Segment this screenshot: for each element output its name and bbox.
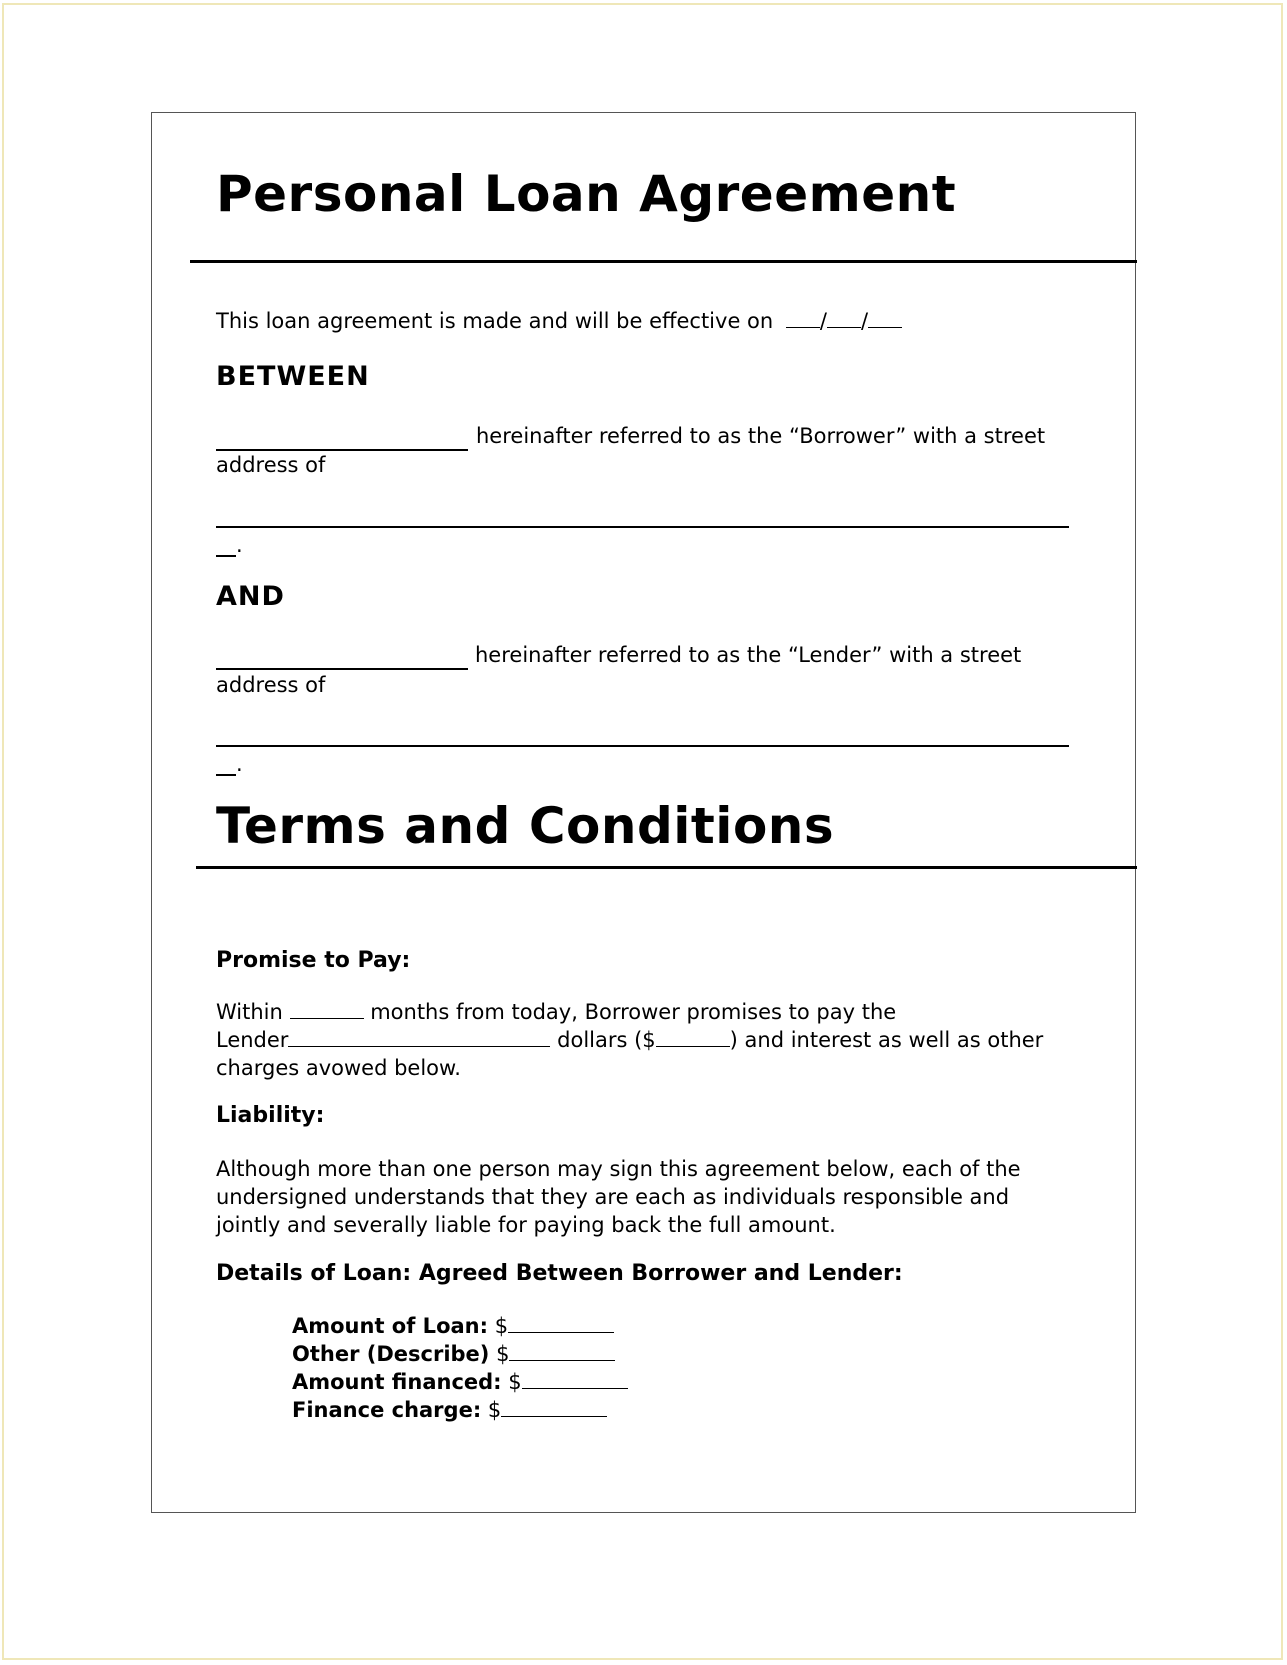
document-title: Personal Loan Agreement (216, 165, 957, 223)
between-label: BETWEEN (216, 361, 370, 392)
date-day-blank[interactable] (827, 307, 861, 328)
lender-name-blank[interactable] (216, 668, 468, 670)
dollar-sign: $ (496, 1342, 510, 1366)
promise-line-2 (216, 1026, 1043, 1054)
date-month-blank[interactable] (786, 307, 820, 328)
amount-financed-blank[interactable] (522, 1368, 628, 1389)
dollar-sign: $ (508, 1370, 522, 1394)
promise-dollars: dollars ($ (557, 1028, 656, 1052)
promise-lender: Lender (216, 1028, 289, 1052)
detail-label: Amount of Loan: (292, 1314, 489, 1338)
promise-heading: Promise to Pay: (216, 948, 411, 973)
liability-line-1: Although more than one person may sign this agreement below, each of the (216, 1157, 1021, 1181)
lender-address-blank[interactable] (216, 745, 1069, 747)
terms-title: Terms and Conditions (216, 797, 835, 855)
date-year-blank[interactable] (868, 307, 902, 328)
detail-label: Finance charge: (292, 1398, 482, 1422)
detail-row-finance-charge (292, 1396, 607, 1424)
date-slash: / (860, 309, 869, 333)
amount-of-loan-blank[interactable] (508, 1312, 614, 1333)
detail-label: Other (Describe) (292, 1342, 490, 1366)
finance-charge-blank[interactable] (501, 1396, 607, 1417)
detail-row-amount-of-loan (292, 1312, 614, 1340)
intro-text: This loan agreement is made and will be effective on (216, 309, 774, 333)
detail-label: Amount financed: (292, 1370, 502, 1394)
and-label: AND (216, 581, 285, 612)
promise-within: Within (216, 1000, 283, 1024)
dollar-sign: $ (494, 1314, 509, 1338)
intro-line (216, 307, 902, 335)
other-describe-blank[interactable] (509, 1340, 615, 1361)
detail-row-amount-financed (292, 1368, 628, 1396)
borrower-text: hereinafter referred to as the “Borrower” with a street (476, 424, 1046, 448)
dollar-sign: $ (487, 1398, 502, 1422)
months-blank[interactable] (290, 998, 364, 1019)
promise-interest: ) and interest as well as other (729, 1028, 1044, 1052)
date-slash: / (819, 309, 827, 333)
amount-number-blank[interactable] (656, 1026, 730, 1047)
borrower-address-label: address of (216, 453, 326, 477)
lender-text: hereinafter referred to as the “Lender” with a street (475, 643, 1022, 667)
promise-months: months from today, Borrower promises to pay the (370, 1000, 897, 1024)
borrower-address-blank[interactable] (216, 526, 1069, 528)
promise-line-3: charges avowed below. (216, 1056, 461, 1080)
end-mark: . (236, 533, 243, 557)
lender-address-label: address of (216, 673, 326, 697)
amount-words-blank[interactable] (288, 1026, 550, 1047)
detail-row-other (292, 1340, 615, 1368)
promise-line-1 (216, 998, 896, 1026)
liability-heading: Liability: (216, 1103, 325, 1128)
end-mark: . (236, 752, 243, 776)
details-heading: Details of Loan: Agreed Between Borrower and Lender: (216, 1261, 903, 1286)
document-page (151, 112, 1136, 1513)
borrower-address-tail-blank[interactable] (216, 555, 236, 557)
title-rule (190, 260, 1137, 263)
lender-address-tail-blank[interactable] (216, 774, 236, 776)
liability-line-2: undersigned understands that they are each as individuals responsible and (216, 1185, 1010, 1209)
liability-line-3: jointly and severally liable for paying back the full amount. (216, 1213, 836, 1237)
terms-rule (196, 866, 1137, 869)
